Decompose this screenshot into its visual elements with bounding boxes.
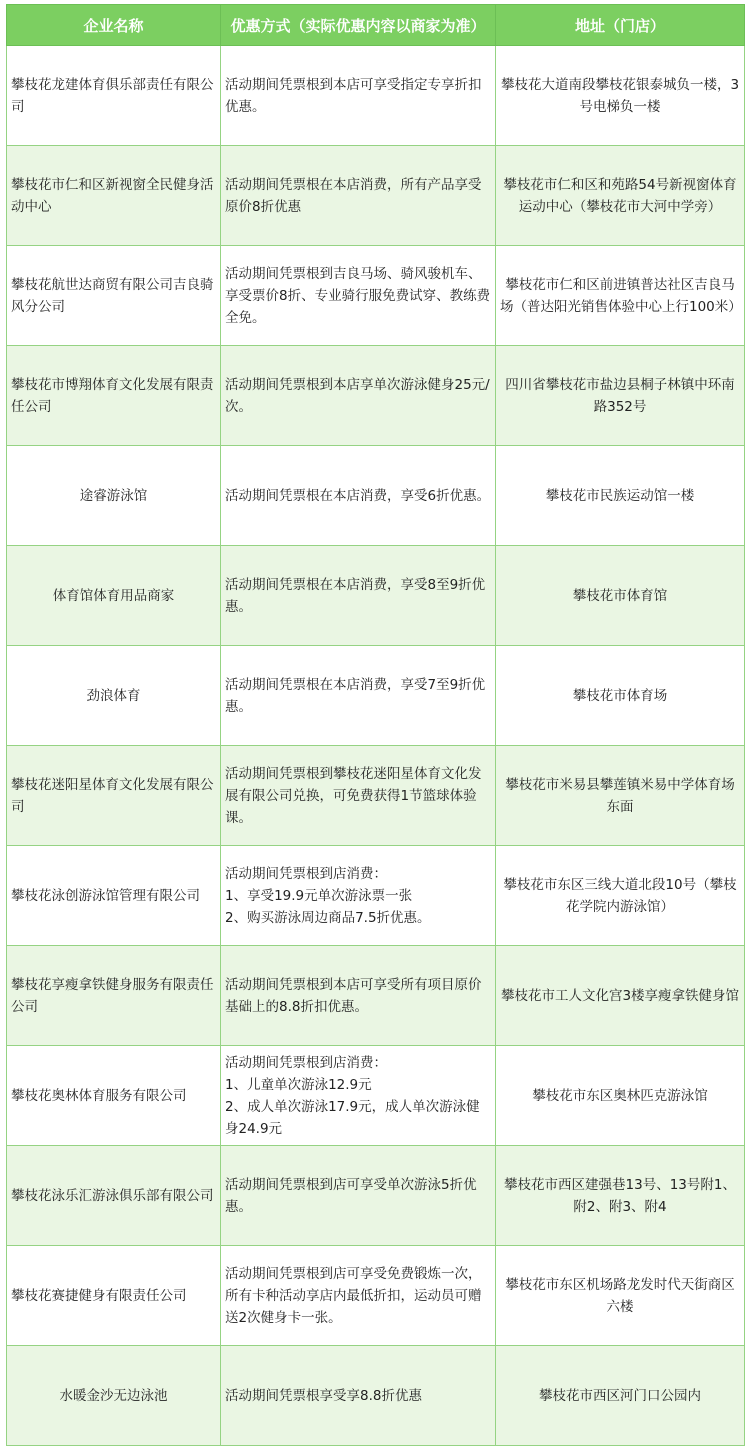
header-address: 地址（门店） (496, 5, 745, 46)
header-offer: 优惠方式（实际优惠内容以商家为准） (221, 5, 496, 46)
offer-text: 活动期间凭票根到吉良马场、骑风骏机车、享受票价8折、专业骑行服免费试穿、教练费全免。 (221, 246, 496, 346)
table-row (7, 1146, 745, 1246)
offer-text: 活动期间凭票根享受享8.8折优惠 (221, 1346, 496, 1446)
company-name: 攀枝花市博翔体育文化发展有限责任公司 (7, 346, 221, 446)
table-row (7, 1046, 745, 1146)
offer-text: 活动期间凭票根到本店享单次游泳健身25元/次。 (221, 346, 496, 446)
company-name: 攀枝花迷阳星体育文化发展有限公司 (7, 746, 221, 846)
table-row (7, 546, 745, 646)
table-row (7, 346, 745, 446)
table-row (7, 646, 745, 746)
table-row (7, 46, 745, 146)
company-name: 劲浪体育 (7, 646, 221, 746)
offer-text: 活动期间凭票根到本店可享受所有项目原价基础上的8.8折扣优惠。 (221, 946, 496, 1046)
offer-text: 活动期间凭票根到店消费： 1、享受19.9元单次游泳票一张 2、购买游泳周边商品7.5折优惠。 (221, 846, 496, 946)
offer-text: 活动期间凭票根在本店消费，享受7至9折优惠。 (221, 646, 496, 746)
offer-text: 活动期间凭票根在本店消费，享受8至9折优惠。 (221, 546, 496, 646)
store-address: 攀枝花市体育馆 (496, 546, 745, 646)
table-row (7, 746, 745, 846)
table-row (7, 946, 745, 1046)
offer-text: 活动期间凭票根在本店消费，享受6折优惠。 (221, 446, 496, 546)
store-address: 攀枝花市仁和区和苑路54号新视窗体育运动中心（攀枝花市大河中学旁） (496, 146, 745, 246)
company-name: 攀枝花泳创游泳馆管理有限公司 (7, 846, 221, 946)
table-row (7, 846, 745, 946)
company-name: 攀枝花赛捷健身有限责任公司 (7, 1246, 221, 1346)
company-name: 攀枝花泳乐汇游泳俱乐部有限公司 (7, 1146, 221, 1246)
offer-text: 活动期间凭票根到攀枝花迷阳星体育文化发展有限公司兑换，可免费获得1节篮球体验课。 (221, 746, 496, 846)
offer-text: 活动期间凭票根到店可享受免费锻炼一次，所有卡种活动享店内最低折扣，运动员可赠送2次健身卡一张。 (221, 1246, 496, 1346)
offer-text: 活动期间凭票根到本店可享受指定专享折扣优惠。 (221, 46, 496, 146)
store-address: 攀枝花市民族运动馆一楼 (496, 446, 745, 546)
store-address: 攀枝花市体育场 (496, 646, 745, 746)
store-address: 攀枝花市仁和区前进镇普达社区吉良马场（普达阳光销售体验中心上行100米） (496, 246, 745, 346)
merchant-discount-table (6, 4, 745, 1446)
table-row (7, 246, 745, 346)
store-address: 攀枝花市西区河门口公园内 (496, 1346, 745, 1446)
company-name: 水暖金沙无边泳池 (7, 1346, 221, 1446)
store-address: 攀枝花大道南段攀枝花银泰城负一楼，3号电梯负一楼 (496, 46, 745, 146)
offer-text: 活动期间凭票根到店可享受单次游泳5折优惠。 (221, 1146, 496, 1246)
header-company-name: 企业名称 (7, 5, 221, 46)
table-header-row (7, 5, 745, 46)
company-name: 攀枝花航世达商贸有限公司吉良骑风分公司 (7, 246, 221, 346)
company-name: 体育馆体育用品商家 (7, 546, 221, 646)
store-address: 攀枝花市米易县攀莲镇米易中学体育场东面 (496, 746, 745, 846)
offer-text: 活动期间凭票根到店消费： 1、儿童单次游泳12.9元 2、成人单次游泳17.9元，成人单次游泳健身24.9元 (221, 1046, 496, 1146)
company-name: 攀枝花享瘦拿铁健身服务有限责任公司 (7, 946, 221, 1046)
store-address: 攀枝花市东区奥林匹克游泳馆 (496, 1046, 745, 1146)
company-name: 攀枝花市仁和区新视窗全民健身活动中心 (7, 146, 221, 246)
company-name: 攀枝花龙建体育俱乐部责任有限公司 (7, 46, 221, 146)
store-address: 攀枝花市工人文化宫3楼享瘦拿铁健身馆 (496, 946, 745, 1046)
company-name: 途睿游泳馆 (7, 446, 221, 546)
company-name: 攀枝花奥林体育服务有限公司 (7, 1046, 221, 1146)
offer-text: 活动期间凭票根在本店消费，所有产品享受原价8折优惠 (221, 146, 496, 246)
table-row (7, 146, 745, 246)
table-row (7, 1346, 745, 1446)
store-address: 攀枝花市东区三线大道北段10号（攀枝花学院内游泳馆） (496, 846, 745, 946)
store-address: 攀枝花市西区建强巷13号、13号附1、附2、附3、附4 (496, 1146, 745, 1246)
table-row (7, 446, 745, 546)
store-address: 四川省攀枝花市盐边县桐子林镇中环南路352号 (496, 346, 745, 446)
store-address: 攀枝花市东区机场路龙发时代天街商区六楼 (496, 1246, 745, 1346)
table-row (7, 1246, 745, 1346)
